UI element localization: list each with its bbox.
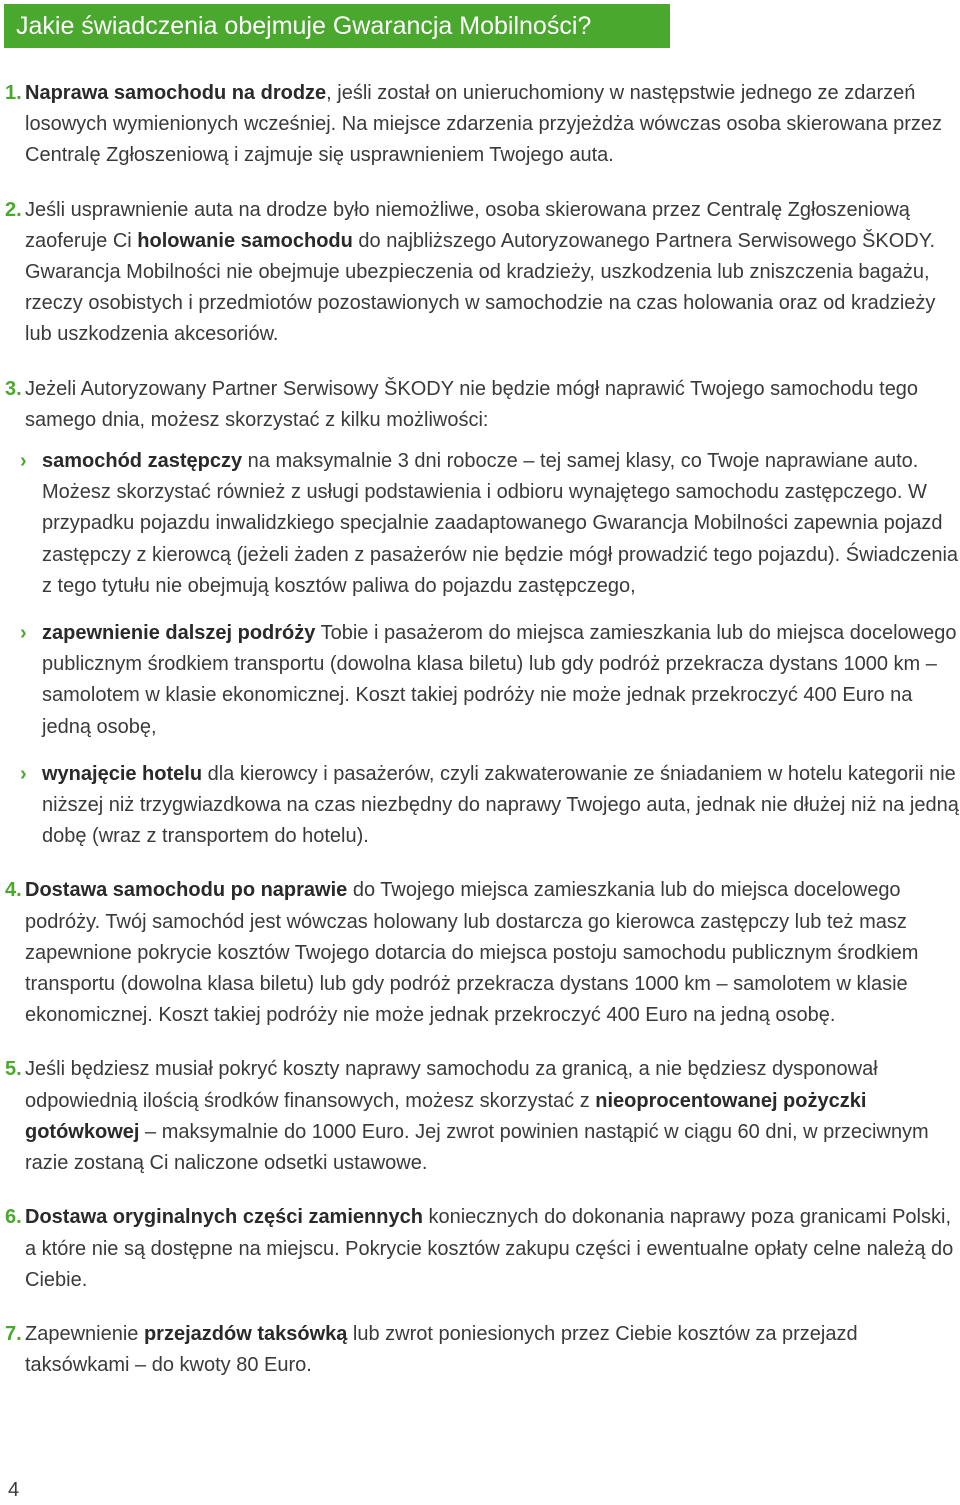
item-number: 2. <box>5 198 22 221</box>
list-item-7 <box>0 1319 960 1381</box>
item-bold-text: Dostawa oryginalnych części zamiennych <box>25 1206 423 1229</box>
item-text: – maksymalnie do 1000 Euro. Jej zwrot powinien nastąpić w ciągu 60 dni, w przeciwnym razie zostaną Ci naliczone odsetki ustawowe. <box>25 1120 929 1175</box>
sub-item-bold-text: wynajęcie hotelu <box>42 762 203 785</box>
benefits-list <box>0 78 960 1404</box>
item-number: 1. <box>5 82 22 104</box>
item-text: Jeśli usprawnienie auta na drodze było niemożliwe, osoba skierowana przez Centralę Zgłoszeniową zaoferuje Ci <box>25 198 910 252</box>
item-bold-text: przejazdów taksówką <box>143 1322 348 1345</box>
item-text: lub zwrot poniesionych przez Ciebie kosztów za przejazd taksówkami – do kwoty 80 Euro. <box>25 1322 858 1377</box>
sub-item-text: Tobie i pasażerom do miejsca zamieszkania lub do miejsca docelowego publicznym środkiem transportu (dowolna klasa biletu) lub gdy podróż przekracza dystans 1000 km – samolotem w klasie ekonomicznej. Koszt takiej podróży nie może jednak przekroczyć 400 Euro na jedną osobę, <box>42 622 957 738</box>
chevron-right-icon: › <box>20 450 27 473</box>
item-text: Jeśli będziesz musiał pokryć koszty naprawy samochodu za granicą, a nie będziesz dysponował odpowiednią ilością środków finansowych, możesz skorzystać z <box>25 1058 878 1112</box>
item-number: 4. <box>5 879 22 902</box>
page-number: 4 <box>8 1479 20 1501</box>
item-text: do najbliższego Autoryzowanego Partnera Serwisowego ŠKODY. Gwarancja Mobilności nie obejmuje ubezpieczenia od kradzieży, uszkodzenia lub zniszczenia bagażu, rzeczy osobistych i przedmiotów pozostawionych w samochodzie na czas holowania oraz od kradzieży lub uszkodzenia akcesoriów. <box>25 229 936 346</box>
item-number: 7. <box>5 1322 22 1345</box>
item-bold-text: Naprawa samochodu na drodze <box>25 82 327 104</box>
list-item-2 <box>0 195 960 351</box>
list-item-6 <box>0 1202 960 1296</box>
item-text: , jeśli został on unieruchomiony w następstwie jednego ze zdarzeń losowych wymienionych wcześniej. Na miejsce zdarzenia przyjeżdża wówczas osoba skierowana przez Centralę Zgłoszeniową i zajmuje się usprawnieniem Twojego auta. <box>25 82 943 167</box>
list-item-3 <box>0 374 960 436</box>
list-item-4 <box>0 875 960 1031</box>
sub-item-bold-text: samochód zastępczy <box>42 450 243 473</box>
sub-item-text: na maksymalnie 3 dni robocze – tej samej klasy, co Twoje naprawiane auto. Możesz skorzystać również z usługi podstawienia i odbioru wynajętego samochodu zastępczego. W przypadku pojazdu inwalidzkiego specjalnie zaadaptowanego Gwarancja Mobilności zapewnia pojazd zastępczy z kierowcą (jeżeli żaden z pasażerów nie będzie mógł prowadzić tego pojazdu). Świadczenia z tego tytułu nie obejmują kosztów paliwa do pojazdu zastępczego, <box>42 450 959 597</box>
item-bold-text: nieoprocentowanej pożyczki gotówkowej <box>25 1089 867 1143</box>
sub-item-bold-text: zapewnienie dalszej podróży <box>42 622 316 645</box>
page-title: Jakie świadczenia obejmuje Gwarancja Mobilności? <box>4 4 670 48</box>
item-text: Zapewnienie <box>25 1322 144 1345</box>
list-item-1 <box>0 78 960 172</box>
item-text: do Twojego miejsca zamieszkania lub do miejsca docelowego podróży. Twój samochód jest wówczas holowany lub dostarcza go kierowca zastępczy lub też masz zapewnione pokrycie kosztów Twojego dotarcia do miejsca postoju samochodu publicznym środkiem transportu (dowolna klasa biletu) lub gdy podróż przekracza dystans 1000 km – samolotem w klasie ekonomicznej. Koszt takiej podróży nie może jednak przekroczyć 400 Euro na jedną osobę. <box>25 879 919 1027</box>
list-item-5 <box>0 1054 960 1179</box>
item-number: 6. <box>5 1206 22 1229</box>
item-bold-text: holowanie samochodu <box>137 229 353 252</box>
chevron-right-icon: › <box>20 762 27 785</box>
item-bold-text: Dostawa samochodu po naprawie <box>25 879 348 902</box>
item-number: 3. <box>5 377 22 400</box>
sub-item-hotel <box>0 759 960 853</box>
item-text: Jeżeli Autoryzowany Partner Serwisowy ŠKODY nie będzie mógł naprawić Twojego samochodu tego samego dnia, możesz skorzystać z kilku możliwości: <box>25 377 919 431</box>
sub-item-further-travel <box>0 618 960 743</box>
sub-item-replacement-car <box>0 446 960 602</box>
item-number: 5. <box>5 1058 22 1081</box>
chevron-right-icon: › <box>20 622 27 645</box>
item-text: koniecznych do dokonania naprawy poza granicami Polski, a które nie są dostępne na miejscu. Pokrycie kosztów zakupu części i ewentualne opłaty celne należą do Ciebie. <box>25 1206 954 1291</box>
sub-item-text: dla kierowcy i pasażerów, czyli zakwaterowanie ze śniadaniem w hotelu kategorii nie niższej niż trzygwiazdkowa na czas niezbędny do naprawy Twojego auta, jednak nie dłużej niż na jedną dobę (wraz z transportem do hotelu). <box>42 762 959 848</box>
